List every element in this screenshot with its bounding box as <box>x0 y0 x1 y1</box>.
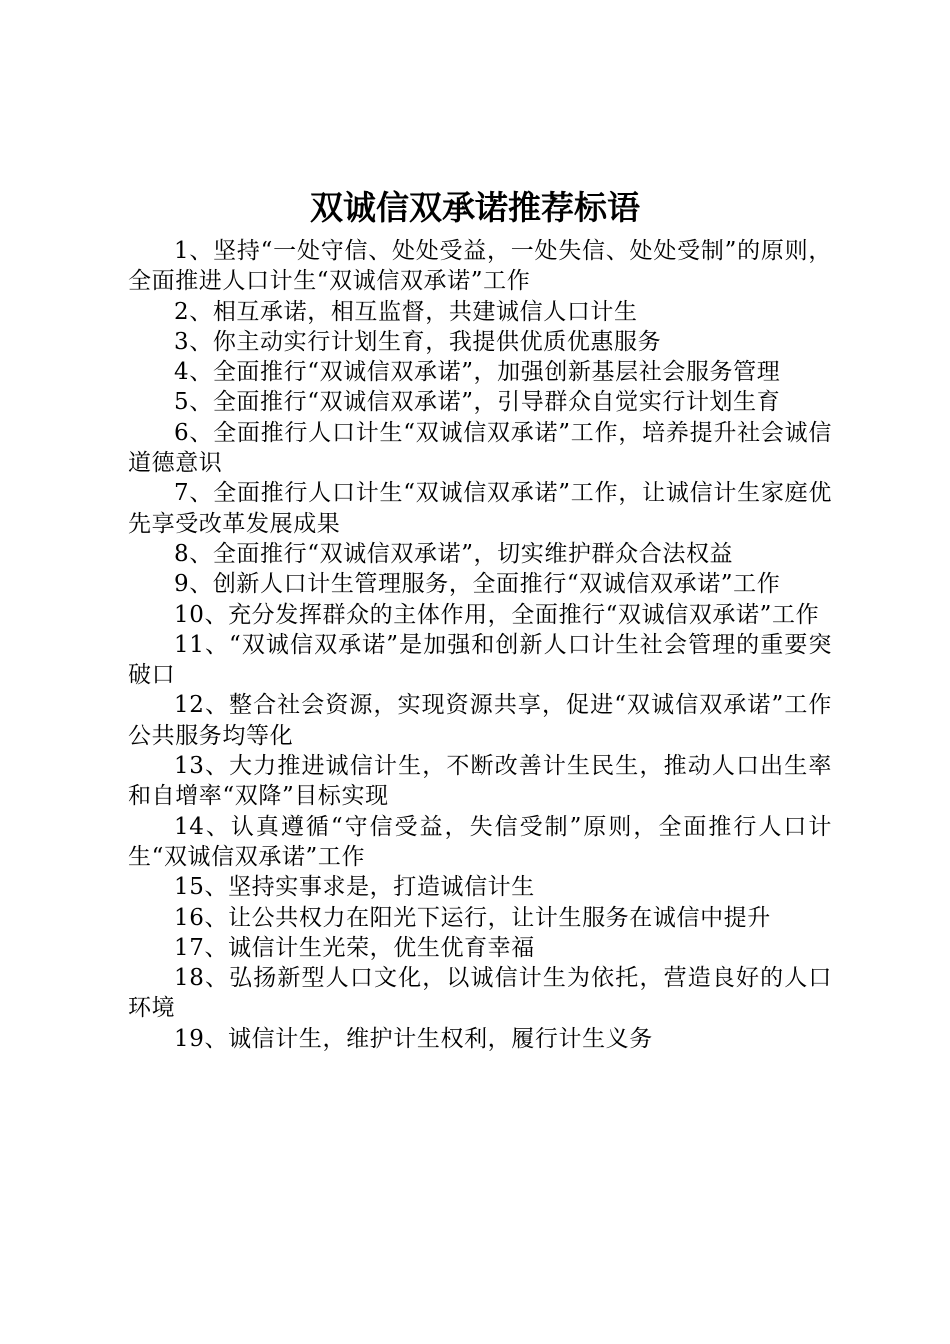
slogan-list <box>128 236 832 1054</box>
slogan-item: 12、整合社会资源，实现资源共享，促进“双诚信双承诺”工作公共服务均等化 <box>128 692 832 749</box>
slogan-item: 6、全面推行人口计生“双诚信双承诺”工作，培养提升社会诚信道德意识 <box>128 419 832 477</box>
slogan-item: 13、大力推进诚信计生，不断改善计生民生，推动人口出生率和自增率“双降”目标实现 <box>128 753 832 810</box>
slogan-item: 19、诚信计生，维护计生权利，履行计生义务 <box>174 1025 653 1052</box>
slogan-item: 18、弘扬新型人口文化，以诚信计生为依托，营造良好的人口环境 <box>128 965 832 1022</box>
slogan-item: 3、你主动实行计划生育，我提供优质优惠服务 <box>174 328 662 355</box>
slogan-item: 11、“双诚信双承诺”是加强和创新人口计生社会管理的重要突破口 <box>128 631 832 689</box>
slogan-item: 8、全面推行“双诚信双承诺”，切实维护群众合法权益 <box>174 540 734 567</box>
slogan-item: 10、充分发挥群众的主体作用，全面推行“双诚信双承诺”工作 <box>174 601 820 628</box>
slogan-item: 1、坚持“一处守信、处处受益，一处失信、处处受制”的原则，全面推进人口计生“双诚信双承诺”工作 <box>128 238 832 295</box>
document-title: 双诚信双承诺推荐标语 <box>310 188 640 227</box>
slogan-item: 5、全面推行“双诚信双承诺”，引导群众自觉实行计划生育 <box>174 389 781 416</box>
slogan-item: 17、诚信计生光荣，优生优育幸福 <box>174 934 535 961</box>
slogan-item: 9、创新人口计生管理服务，全面推行“双诚信双承诺”工作 <box>174 571 781 598</box>
slogan-item: 14、认真遵循“守信受益，失信受制”原则，全面推行人口计生“双诚信双承诺”工作 <box>128 813 832 870</box>
slogan-item: 15、坚持实事求是，打造诚信计生 <box>174 874 535 901</box>
slogan-item: 7、全面推行人口计生“双诚信双承诺”工作，让诚信计生家庭优先享受改革发展成果 <box>128 480 832 537</box>
slogan-item: 4、全面推行“双诚信双承诺”，加强创新基层社会服务管理 <box>174 359 781 386</box>
slogan-item: 16、让公共权力在阳光下运行，让计生服务在诚信中提升 <box>174 904 771 931</box>
slogan-item: 2、相互承诺，相互监督，共建诚信人口计生 <box>174 298 638 325</box>
